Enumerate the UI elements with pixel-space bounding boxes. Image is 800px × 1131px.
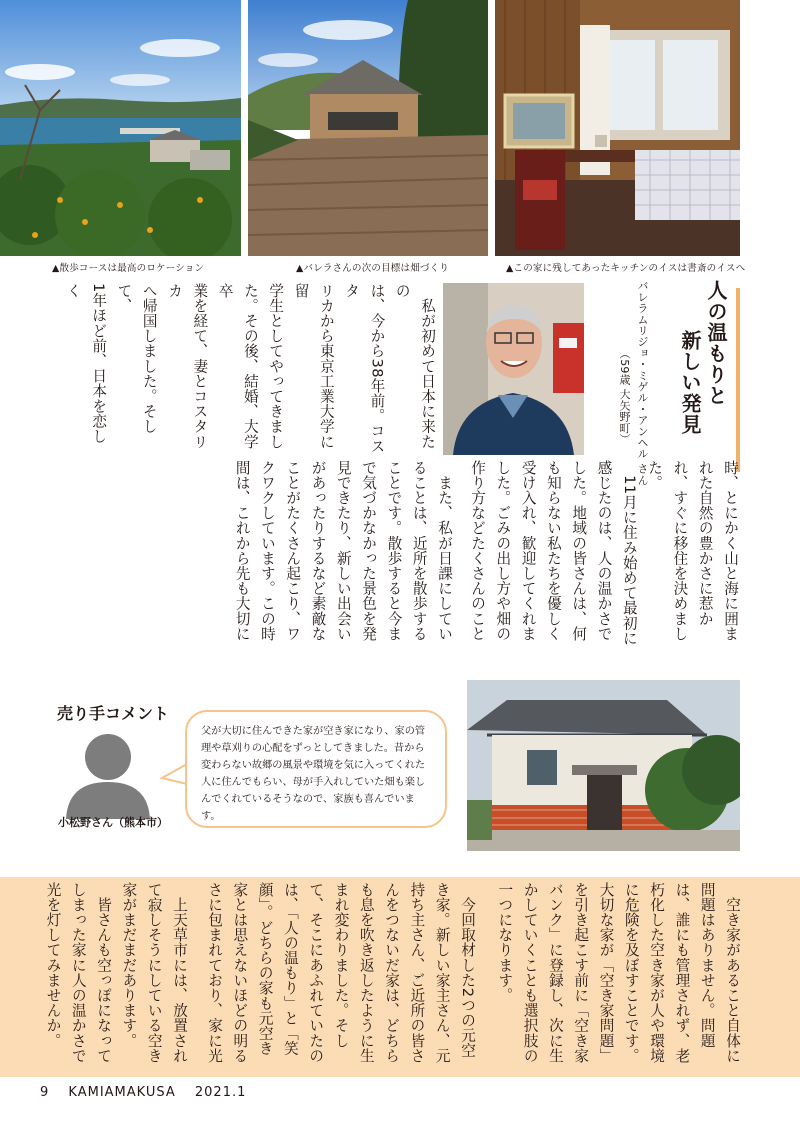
closing-column-left: 上天草市には、放置され て寂しそうにしている空き 家がまだまだあります。 皆さんも空っぽになって しまった家に人の温かさで 光を灯してみませんか。 (44, 882, 188, 1064)
article-column-left: 私が初めて日本に来たの は、今から38年前。コスタ リカから東京工業大学に留 学生としてやってきまし た。その後、結婚、大学卒 業を経て、妻とコスタリカ へ帰国しました。そして、 1年ほど前、日本を恋しく (64, 283, 436, 454)
page-number: 9 (40, 1085, 50, 1100)
title-accent-bar (736, 288, 740, 472)
photo-portrait (443, 283, 584, 455)
photo-farmhouse (248, 0, 488, 256)
seller-comment-text: 父が大切に住んできた家が空き家になり、家の管理や草刈りの心配をずっとしてきました。昔から変わらない故郷の風景や環境を気に入ってくれた人に住んでもらい、母が手入れしていた畑も楽しんでくれているそうなので、家族も喜んでいます。 (201, 726, 426, 822)
issue-date: 2021.1 (194, 1085, 247, 1100)
interviewee-detail: （59歳 大矢野町） (618, 348, 631, 445)
interviewee-name: バレラムリジョ・ミゲル・アンヘル さん (636, 280, 649, 486)
closing-column-middle: 今回取材した2つの元空 き家。新しい家主さん、元 持ち主さん、ご近所の皆さ んをつないだ家は、どちら も息を吹き返したように生 まれ変わりました。そし て、そこにあふれていたの は、「人の温もり」と「笑 顔」。どちらの家も元空き 家とは思えないほどの明る さに包まれており、家に光 (206, 882, 476, 1064)
article-column-middle: また、私が日課にしてい ることは、近所を散歩する ことです。散歩すると今ま で気づかなかった景色を発 見できたり、新しい出会い があったりするなど素敵な ことがたくさん起こり、ワ クワクしています。この時 間は、これから先も大切に (233, 460, 453, 642)
seller-comment-heading: 売り手コメント (57, 704, 170, 723)
photo-study-room (495, 0, 740, 256)
photo-seaside (0, 0, 241, 256)
seller-comment-bubble (185, 710, 447, 828)
photo-vacant-house (467, 680, 740, 851)
photo-caption-farmhouse: ▲バレラさんの次の目標は畑づくり (296, 263, 450, 274)
article-title-line2: 新しい発見 (678, 330, 702, 435)
closing-column-right: 空き家があること自体に 問題はありません。問題 は、誰にも管理されず、老 朽化した空き家が人や環境 に危険を及ぼすことです。 大切な家が「空き家問題」 を引き起こす前に「空き家 バンク」に登録し、次に生 かしていくことも選択肢の 一つになります。 (496, 882, 741, 1064)
photo-caption-study-room: ▲この家に残してあったキッチンのイスは書斎のイスへ (506, 263, 746, 274)
seller-name: 小松野さん（熊本市） (58, 816, 168, 829)
page-footer (40, 1085, 260, 1100)
photo-caption-seaside: ▲散歩コースは最高のロケーション (52, 263, 205, 274)
magazine-name: KAMIAMAKUSA (68, 1085, 176, 1100)
article-column-right: 時、とにかく山と海に囲ま れた自然の豊かさに惹か れ、すぐに移住を決めまし た。 11月に住み始めて最初に 感じたのは、人の温かさで した。地域の皆さんは、何 も知らない私たちを優しく 受け入れ、歓迎してくれま した。ごみの出し方や畑の 作り方などたくさんのこと (469, 460, 739, 646)
seller-avatar (58, 727, 158, 819)
article-title-line1: 人の温もりと (704, 280, 728, 406)
article-title-block (590, 280, 742, 486)
